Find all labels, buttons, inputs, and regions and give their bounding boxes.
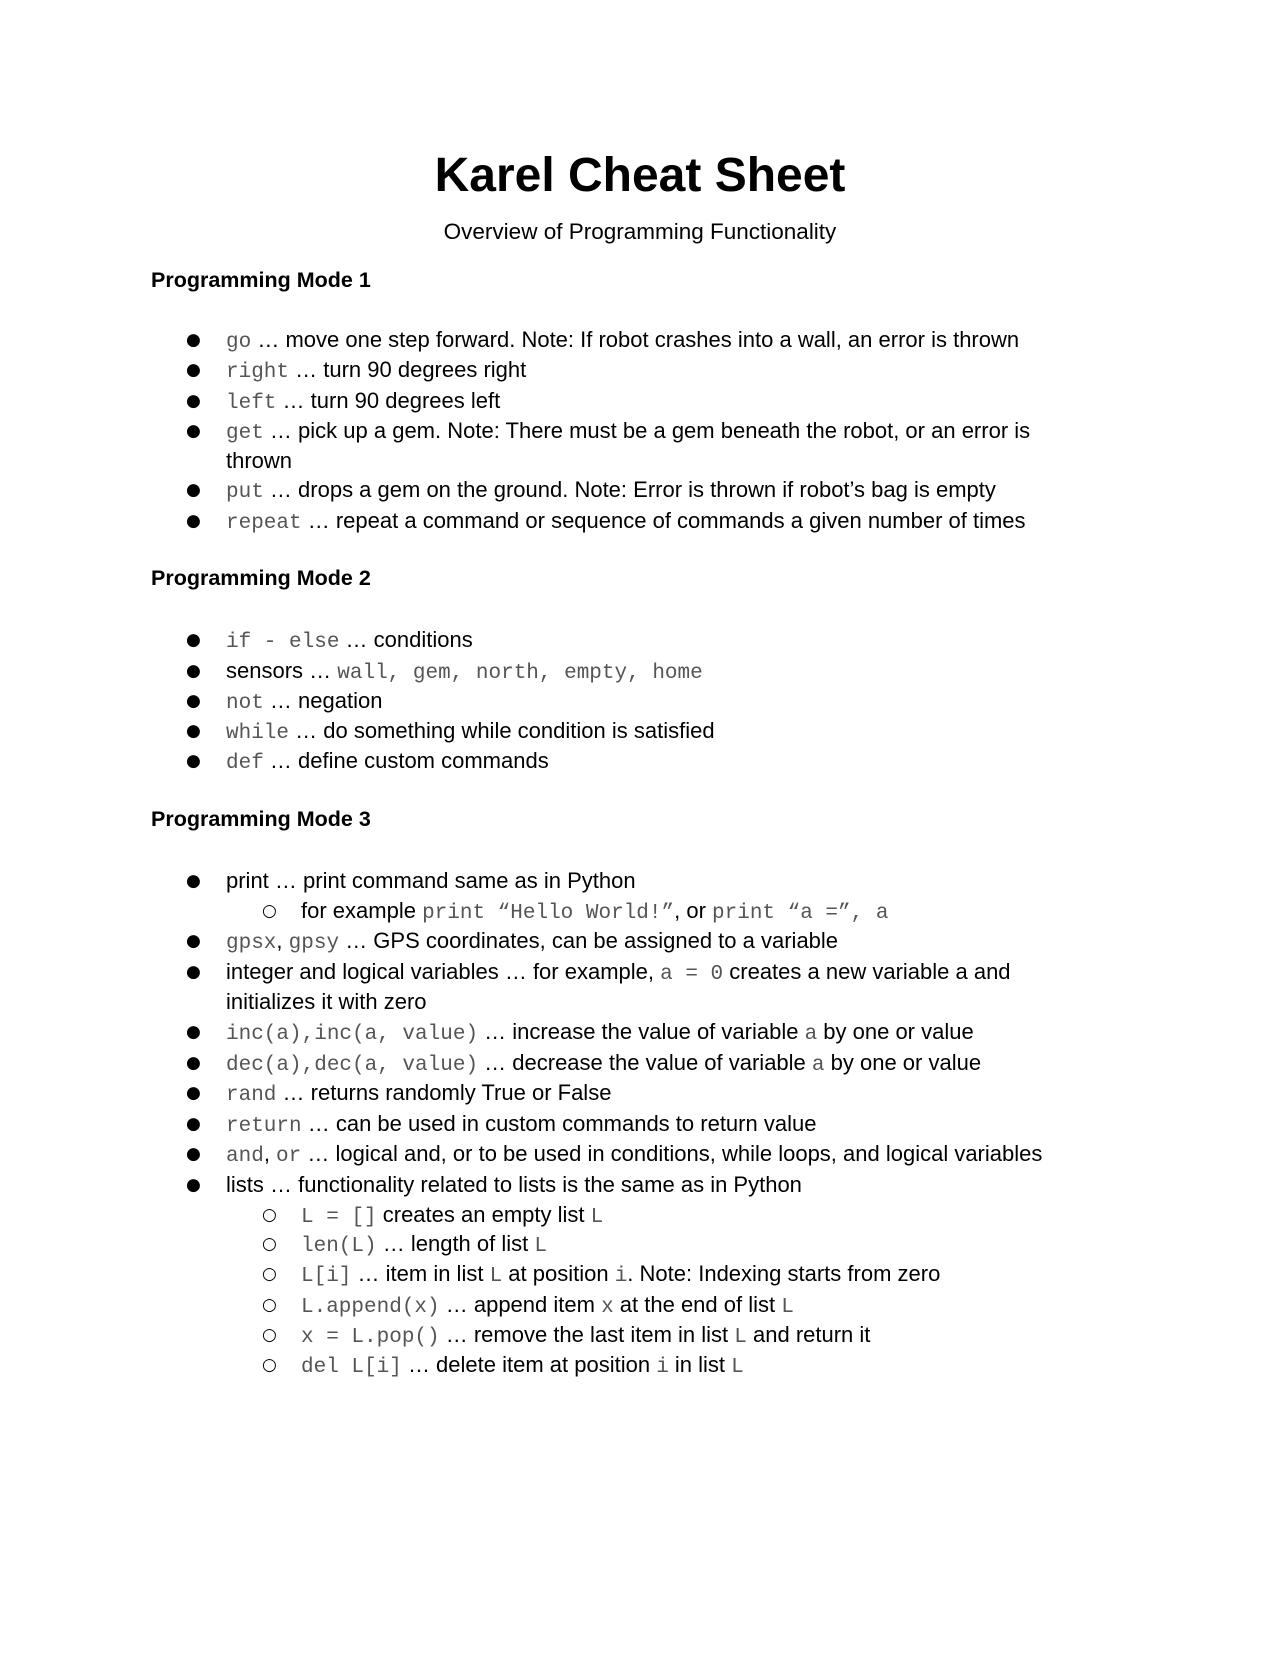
bullet-icon: ● xyxy=(186,480,201,500)
list-item-get: get … pick up a gem. Note: There must be a gem beneath the robot, or an error is xyxy=(226,418,1031,445)
bullet-icon: ● xyxy=(186,511,201,531)
bullet-icon: ● xyxy=(186,1144,201,1164)
bullet-icon: ● xyxy=(186,1114,201,1134)
hollow-circle-icon: ○ xyxy=(262,901,277,921)
list-item-go: go … move one step forward. Note: If robot crashes into a wall, an error is thrown xyxy=(226,327,1020,354)
list-subitem-empty-list: L = [] creates an empty list L xyxy=(301,1202,604,1229)
list-item-variables-continued: initializes it with zero xyxy=(226,989,427,1014)
bullet-icon: ● xyxy=(186,360,201,380)
list-item-gps: gpsx, gpsy … GPS coordinates, can be assigned to a variable xyxy=(226,928,839,955)
hollow-circle-icon: ○ xyxy=(262,1355,277,1375)
list-item-put: put … drops a gem on the ground. Note: Error is thrown if robot’s bag is empty xyxy=(226,477,996,504)
list-item-rand: rand … returns randomly True or False xyxy=(226,1080,612,1107)
bullet-icon: ● xyxy=(186,721,201,741)
list-item-if-else: if - else … conditions xyxy=(226,627,473,654)
bullet-icon: ● xyxy=(186,630,201,650)
list-item-sensors: sensors … wall, gem, north, empty, home xyxy=(226,658,703,685)
section-heading-mode-3: Programming Mode 3 xyxy=(151,807,371,831)
bullet-icon: ● xyxy=(186,1053,201,1073)
list-subitem-index: L[i] … item in list L at position i. Note: Indexing starts from zero xyxy=(301,1261,941,1288)
list-item-dec: dec(a),dec(a, value) … decrease the value of variable a by one or value xyxy=(226,1050,982,1077)
list-item-repeat: repeat … repeat a command or sequence of commands a given number of times xyxy=(226,508,1026,535)
list-item-return: return … can be used in custom commands to return value xyxy=(226,1111,817,1138)
list-item-left: left … turn 90 degrees left xyxy=(226,388,501,415)
list-item-inc: inc(a),inc(a, value) … increase the value of variable a by one or value xyxy=(226,1019,974,1046)
list-item-print: print … print command same as in Python xyxy=(226,868,636,893)
bullet-icon: ● xyxy=(186,931,201,951)
page-title: Karel Cheat Sheet xyxy=(434,149,846,202)
list-subitem-print-example: for example print “Hello World!”, or print “a =”, a xyxy=(301,898,889,925)
list-subitem-len: len(L) … length of list L xyxy=(301,1231,547,1258)
hollow-circle-icon: ○ xyxy=(262,1205,277,1225)
list-item-lists: lists … functionality related to lists is the same as in Python xyxy=(226,1172,802,1197)
hollow-circle-icon: ○ xyxy=(262,1264,277,1284)
bullet-icon: ● xyxy=(186,1175,201,1195)
list-item-get-continued: thrown xyxy=(226,448,293,473)
hollow-circle-icon: ○ xyxy=(262,1295,277,1315)
bullet-icon: ● xyxy=(186,330,201,350)
list-item-def: def … define custom commands xyxy=(226,748,549,775)
list-item-right: right … turn 90 degrees right xyxy=(226,357,527,384)
bullet-icon: ● xyxy=(186,871,201,891)
section-heading-mode-1: Programming Mode 1 xyxy=(151,268,371,292)
bullet-icon: ● xyxy=(186,661,201,681)
list-item-not: not … negation xyxy=(226,688,383,715)
bullet-icon: ● xyxy=(186,1022,201,1042)
bullet-icon: ● xyxy=(186,751,201,771)
list-item-and-or: and, or … logical and, or to be used in conditions, while loops, and logical variables xyxy=(226,1141,1043,1168)
hollow-circle-icon: ○ xyxy=(262,1234,277,1254)
bullet-icon: ● xyxy=(186,691,201,711)
list-item-while: while … do something while condition is satisfied xyxy=(226,718,715,745)
bullet-icon: ● xyxy=(186,421,201,441)
hollow-circle-icon: ○ xyxy=(262,1325,277,1345)
bullet-icon: ● xyxy=(186,391,201,411)
bullet-icon: ● xyxy=(186,962,201,982)
bullet-icon: ● xyxy=(186,1083,201,1103)
list-subitem-append: L.append(x) … append item x at the end of list L xyxy=(301,1292,794,1319)
list-subitem-pop: x = L.pop() … remove the last item in list L and return it xyxy=(301,1322,871,1349)
page-subtitle: Overview of Programming Functionality xyxy=(443,219,837,244)
section-heading-mode-2: Programming Mode 2 xyxy=(151,566,371,590)
list-item-variables: integer and logical variables … for example, a = 0 creates a new variable a and xyxy=(226,959,1011,986)
list-subitem-del: del L[i] … delete item at position i in list L xyxy=(301,1352,744,1379)
